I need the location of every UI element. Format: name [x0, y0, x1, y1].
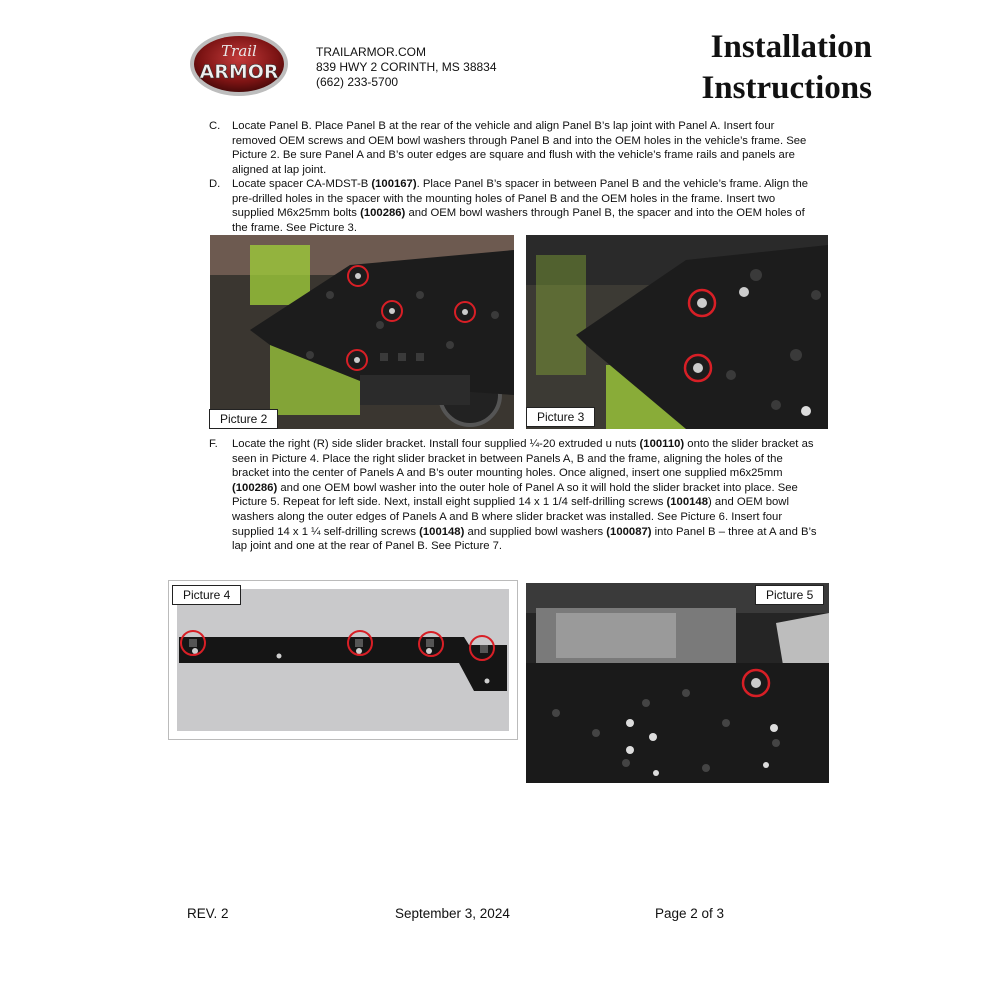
logo-script-text: Trail [221, 42, 257, 60]
page-title [701, 27, 872, 109]
step-text: Locate Panel B. Place Panel B at the rear of the vehicle and align Panel B’s lap joint with Panel A. Insert four removed OEM screws and OEM bowl washers through Panel B and into the OEM holes in the vehicle’s frame. See Picture 2. Be sure Panel A and B’s outer edges are square and flush with the vehicle’s frame rails and panels are aligned at lap joint. [232, 120, 807, 176]
company-website: TRAILARMOR.COM [316, 45, 427, 59]
part-number: (100110) [639, 438, 685, 450]
step-d [209, 177, 819, 235]
company-info [316, 45, 497, 90]
step-f [209, 437, 819, 554]
picture-5-caption: Picture 5 [755, 585, 824, 605]
logo-brand-text: ARMOR [199, 61, 279, 83]
step-text: Locate the right (R) side slider bracket. Install four supplied ¼-20 extruded u nuts (100110) onto the slider bracket as seen in Picture 4. Place the right slider bracket in between Panels A, B and the frame, aligning the holes of the bracket into the center of Panels A and B’s outer mounting holes. Once aligned, insert one supplied m6x25mm (100286) and one OEM bowl washer into the outer hole of Panel A so it will hold the slider bracket into place. See Picture 5. Repeat for left side. Next, install eight supplied 14 x 1 1/4 self-drilling screws (100148) and OEM bowl washers along the outer edges of Panels A and B where slider bracket was installed. See Picture 6. Insert four supplied 14 x 1 ¼ self-drilling screws (100148) and supplied bowl washers (100087) into Panel B – three at A and B’s lap joint and one at the rear of Panel B. See Picture 7. [232, 438, 817, 553]
step-letter: F. [209, 438, 218, 450]
footer-date: September 3, 2024 [395, 906, 510, 921]
part-number: (100148) [419, 525, 465, 538]
step-text: Locate spacer CA-MDST-B (100167). Place Panel B’s spacer in between Panel B and the vehicle’s frame. Align the pre-drilled holes in the spacer with the mounting holes of Panel B and the OEM holes in the frame. Insert two supplied M6x25mm bolts (100286) and OEM bowl washers through Panel B, the spacer and into the OEM holes of the frame. See Picture 3. [232, 178, 809, 234]
part-number: (100167) [371, 178, 417, 190]
step-letter: D. [209, 178, 221, 190]
picture-5-photo [526, 583, 829, 783]
picture-4-caption: Picture 4 [172, 585, 241, 605]
part-number: (100286) [360, 207, 406, 220]
company-phone: (662) 233-5700 [316, 75, 399, 89]
footer-revision: REV. 2 [187, 906, 229, 921]
footer-page-number: Page 2 of 3 [655, 906, 725, 921]
picture-2-caption: Picture 2 [209, 409, 278, 429]
step-letter: C. [209, 120, 221, 132]
part-number: (100087) [606, 525, 652, 538]
picture-3-photo [526, 235, 828, 429]
title-line-2: Instructions [701, 70, 872, 106]
picture-3-caption: Picture 3 [526, 407, 595, 427]
part-number: (100286) [232, 481, 278, 494]
title-line-1: Installation [710, 29, 872, 65]
trail-armor-logo [188, 30, 290, 98]
company-address: 839 HWY 2 CORINTH, MS 38834 [316, 60, 497, 74]
part-number: (100148 [666, 496, 708, 509]
step-c [209, 119, 819, 177]
picture-2-photo [210, 235, 514, 429]
